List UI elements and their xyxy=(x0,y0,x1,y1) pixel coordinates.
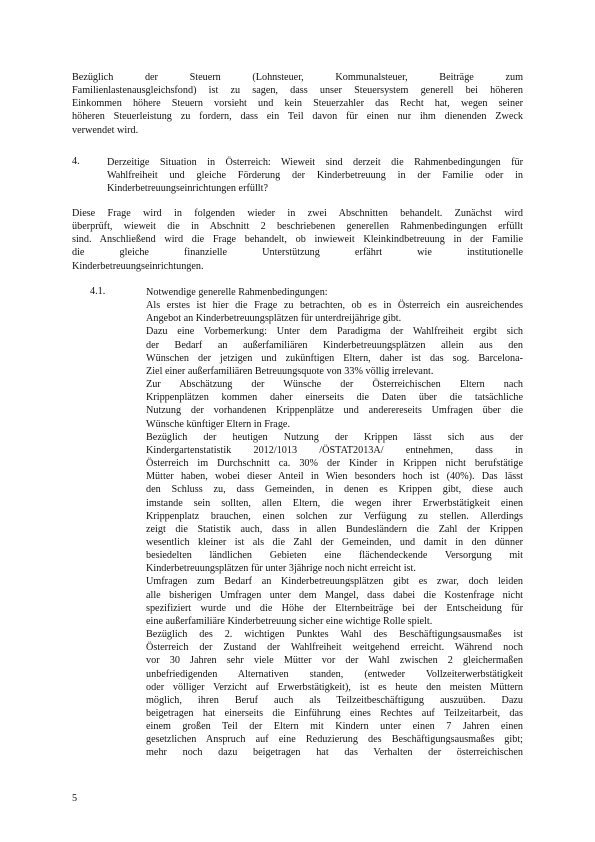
text-line: Dazu eine Vorbemerkung: Unter dem Paradigma der Wahlfreiheit ergibt sich xyxy=(146,326,523,338)
text-line: Umfragen zum Bedarf an Kinderbetreuungsplätzen gibt es zwar, doch leiden xyxy=(146,576,523,588)
text-line: sind. Anschließend wird die Frage behandelt, ob inwieweit Kleinkindbetreuung in der Familie xyxy=(72,234,523,246)
text-line: beigetragen hat einerseits die Einführung eines Rechtes auf Teilzeitarbeit, das xyxy=(146,708,523,719)
text-line: Wünsche künftiger Eltern in Frage. xyxy=(146,418,290,430)
text-line: die gleiche finanzielle Unterstützung erfährt wie institutionelle xyxy=(72,247,523,259)
text-line: der Bedarf an außerfamiliären Kinderbetreuungsplätzen allein aus den xyxy=(146,339,523,351)
text-line: Bezüglich der Steuern (Lohnsteuer, Kommunalsteuer, Beiträge zum xyxy=(72,72,523,83)
text-line: imstande sein sollten, allen Eltern, die wegen ihrer Erwerbstätigkeit einen xyxy=(146,497,523,509)
text-line: Bezüglich der heutigen Nutzung der Krippen lässt sich aus der xyxy=(146,431,523,443)
section-4-1-body xyxy=(146,286,523,760)
text-line: einem großen Teil der Eltern mit Kindern unter einen 7 Jahren einen xyxy=(146,721,523,733)
text-line: möglich, ihren Beruf auch als Teilzeitbeschäftigung auszuüben. Dazu xyxy=(146,694,523,706)
text-line: den Schluss zu, dass Gemeinden, in denen es Krippen gibt, diese auch xyxy=(146,484,523,496)
text-line: mehr noch dazu beigetragen hat das Verhalten der österreichischen xyxy=(146,747,523,759)
text-line: Österreich der Zustand der Wahlfreiheit weitgehend erreicht. Während noch xyxy=(146,642,523,654)
text-line: Mütter haben, wobei dieser Anteil in Wien besonders hoch ist (40%). Das lässt xyxy=(146,471,523,483)
text-line: Krippenplätzen kommen daher einerseits die Daten über die tatsächliche xyxy=(146,392,523,404)
text-line: Österreich im Durchschnitt ca. 30% der Kinder in Krippen nicht berufstätige xyxy=(146,458,523,470)
text-line: Nutzung der vorhandenen Krippenplätze und anderereseits Umfragen über die xyxy=(146,405,523,417)
text-line: besiedelten ländlichen Gebieten eine flächendeckende Versorgung mit xyxy=(146,550,523,562)
text-line: Familienlastenausgleichsfond) ist zu sagen, dass unser Steuersystem generell bei höheren xyxy=(72,85,523,97)
page-number: 5 xyxy=(72,793,78,804)
text-line: Kinderbetreuungsplätzen für unter 3jährige noch nicht erreicht ist. xyxy=(146,563,416,575)
text-line: unbefriedigenden Alternativen standen, (entweder Vollzeiterwerbstätigkeit xyxy=(146,668,523,680)
text-line: zeigt die Statistik auch, dass in allen Bundesländern die Zahl der Krippen xyxy=(146,523,523,535)
text-line: Wünschen der jetzigen und zukünftigen Eltern, daher ist das sog. Barcelona- xyxy=(146,352,523,364)
text-line: spezifiziert wurde und die Höhe der Elternbeiträge bei der Entscheidung für xyxy=(146,602,523,614)
text-line: Ziel einer außerfamiliären Betreuungsquote von 33% völlig irrelevant. xyxy=(146,365,434,377)
text-line: Notwendige generelle Rahmenbedingungen: xyxy=(146,287,328,298)
text-line: Kinderbetreuungseinrichtungen. xyxy=(72,260,204,272)
text-line: Kindergartenstatistik 2012/1013 /ÖSTAT2013A/ entnehmen, dass in xyxy=(146,444,523,456)
tax-paragraph xyxy=(72,71,523,137)
text-line: höheren Steuerleistung zu fordern, dass ein Teil davon für einen nur ihm dienenden Zweck xyxy=(72,111,523,123)
text-line: vor 30 Jahren sehr viele Mütter vor der Wahl zwischen 2 gleichermaßen xyxy=(146,655,523,667)
text-line: Kinderbetreuungseinrichtungen erfüllt? xyxy=(107,183,268,195)
text-line: Wahlfreiheit und gleiche Förderung der Kinderbetreuung in der Familie oder in xyxy=(107,170,523,182)
section-4-number: 4. xyxy=(72,156,80,167)
section-4-1-number: 4.1. xyxy=(90,286,106,297)
text-line: Diese Frage wird in folgenden wieder in zwei Abschnitten behandelt. Zunächst wird xyxy=(72,208,523,219)
text-line: eine außerfamiliäre Kinderbetreuung sicher eine wichtige Rolle spielt. xyxy=(146,615,433,627)
text-line: Als erstes ist hier die Frage zu betrachten, ob es in Österreich ein ausreichendes xyxy=(146,300,523,312)
intro-paragraph xyxy=(72,207,523,273)
text-line: oder völliger Verzicht auf Erwerbstätigkeit), ist es heute den meisten Müttern xyxy=(146,681,523,693)
text-line: überprüft, wieweit die in Abschnitt 2 beschriebenen generellen Rahmenbedingungen erfüllt xyxy=(72,221,523,233)
text-line: Bezüglich des 2. wichtigen Punktes Wahl des Beschäftigungsausmaßes ist xyxy=(146,629,523,641)
text-line: wesentlich kleiner ist als die Zahl der Gemeinden, und damit in den dünner xyxy=(146,536,523,548)
text-line: Angebot an Kinderbetreuungsplätzen für unterdreijährige gibt. xyxy=(146,313,402,325)
text-line: Krippenplatz brauchen, einen solchen zur Verfügung zu stellen. Allerdings xyxy=(146,510,523,522)
text-line: Zur Abschätzung der Wünsche der Österreichischen Eltern nach xyxy=(146,379,523,391)
text-line: verwendet wird. xyxy=(72,124,139,136)
text-line: gesetzlichen Anspruch auf eine Reduzierung des Beschäftigungsausmaßes gibt; xyxy=(146,734,523,746)
text-line: alle bisherigen Umfragen unter dem Mangel, dass dabei die Kostenfrage nicht xyxy=(146,589,523,601)
section-4-heading xyxy=(107,156,523,195)
text-line: Einkommen höhere Steuern vorsieht und kein Steuerzahler das Recht hat, wegen seiner xyxy=(72,98,523,110)
text-line: Derzeitige Situation in Österreich: Wieweit sind derzeit die Rahmenbedingungen für xyxy=(107,157,523,168)
